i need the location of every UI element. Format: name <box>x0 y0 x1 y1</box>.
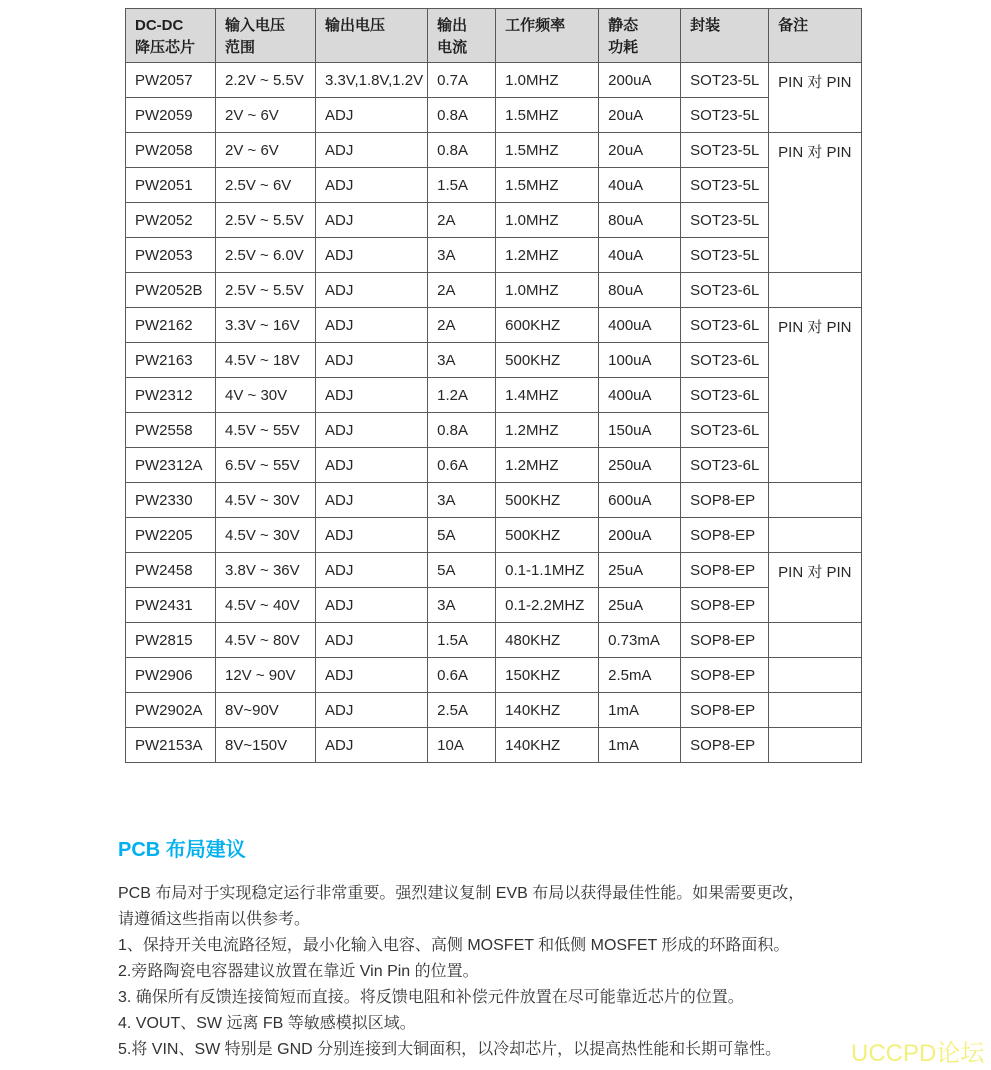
cell-iout: 3A <box>428 483 496 518</box>
table-row <box>126 483 862 518</box>
cell-pkg: SOT23-6L <box>681 343 769 378</box>
cell-iq: 100uA <box>599 343 681 378</box>
table-row <box>126 133 862 168</box>
cell-iout: 10A <box>428 728 496 763</box>
cell-freq: 1.0MHZ <box>496 273 599 308</box>
cell-freq: 1.2MHZ <box>496 413 599 448</box>
table-row <box>126 98 862 133</box>
pcb-list-item: 1、保持开关电流路径短，最小化输入电容、高侧 MOSFET 和低侧 MOSFET 形成的环路面积。 <box>118 937 790 954</box>
cell-pkg: SOT23-6L <box>681 413 769 448</box>
cell-model: PW2052 <box>126 203 216 238</box>
cell-vin: 4.5V ~ 18V <box>216 343 316 378</box>
cell-model: PW2058 <box>126 133 216 168</box>
cell-model: PW2059 <box>126 98 216 133</box>
cell-iout: 0.6A <box>428 448 496 483</box>
cell-model: PW2330 <box>126 483 216 518</box>
table-row <box>126 693 862 728</box>
cell-remark: PIN 对 PIN <box>769 308 862 483</box>
pcb-list-item: 5.将 VIN、SW 特别是 GND 分别连接到大铜面积，以冷却芯片，以提高热性能和长期可靠性。 <box>118 1041 782 1058</box>
cell-freq: 1.5MHZ <box>496 168 599 203</box>
cell-iq: 400uA <box>599 378 681 413</box>
watermark: UCCPD论坛 <box>851 1040 985 1067</box>
cell-vout: ADJ <box>316 378 428 413</box>
cell-vout: ADJ <box>316 658 428 693</box>
cell-remark <box>769 693 862 728</box>
cell-vin: 2.5V ~ 6V <box>216 168 316 203</box>
cell-remark <box>769 518 862 553</box>
cell-iq: 200uA <box>599 63 681 98</box>
cell-iq: 150uA <box>599 413 681 448</box>
cell-vin: 4.5V ~ 55V <box>216 413 316 448</box>
cell-iout: 5A <box>428 518 496 553</box>
header-cell-iq: 静态 功耗 <box>599 9 681 63</box>
cell-freq: 1.4MHZ <box>496 378 599 413</box>
header-cell-iout: 输出 电流 <box>428 9 496 63</box>
cell-freq: 140KHZ <box>496 693 599 728</box>
table-row <box>126 553 862 588</box>
cell-pkg: SOP8-EP <box>681 623 769 658</box>
cell-iq: 25uA <box>599 588 681 623</box>
cell-model: PW2205 <box>126 518 216 553</box>
cell-pkg: SOP8-EP <box>681 588 769 623</box>
cell-iq: 20uA <box>599 98 681 133</box>
cell-remark: PIN 对 PIN <box>769 553 862 623</box>
cell-iout: 2.5A <box>428 693 496 728</box>
cell-vin: 2V ~ 6V <box>216 133 316 168</box>
table-row <box>126 623 862 658</box>
cell-iq: 250uA <box>599 448 681 483</box>
cell-vin: 3.3V ~ 16V <box>216 308 316 343</box>
cell-iout: 0.8A <box>428 133 496 168</box>
cell-freq: 480KHZ <box>496 623 599 658</box>
cell-freq: 1.0MHZ <box>496 63 599 98</box>
cell-model: PW2052B <box>126 273 216 308</box>
cell-iq: 200uA <box>599 518 681 553</box>
cell-vout: ADJ <box>316 343 428 378</box>
table-row <box>126 588 862 623</box>
cell-model: PW2431 <box>126 588 216 623</box>
cell-vin: 6.5V ~ 55V <box>216 448 316 483</box>
cell-vout: ADJ <box>316 518 428 553</box>
cell-vin: 4.5V ~ 30V <box>216 518 316 553</box>
cell-remark <box>769 273 862 308</box>
pcb-intro-line: PCB 布局对于实现稳定运行非常重要。强烈建议复制 EVB 布局以获得最佳性能。如果需要更改， <box>118 885 805 902</box>
cell-iq: 1mA <box>599 693 681 728</box>
header-cell-remark: 备注 <box>769 9 862 63</box>
table-row <box>126 413 862 448</box>
cell-model: PW2312 <box>126 378 216 413</box>
cell-vin: 8V~90V <box>216 693 316 728</box>
cell-model: PW2815 <box>126 623 216 658</box>
cell-iout: 1.5A <box>428 168 496 203</box>
cell-vout: ADJ <box>316 553 428 588</box>
cell-iq: 80uA <box>599 203 681 238</box>
cell-vout: ADJ <box>316 483 428 518</box>
cell-pkg: SOP8-EP <box>681 483 769 518</box>
pcb-list-item: 3. 确保所有反馈连接简短而直接。将反馈电阻和补偿元件放置在尽可能靠近芯片的位置。 <box>118 989 744 1006</box>
pcb-list-item: 4. VOUT、SW 远离 FB 等敏感模拟区域。 <box>118 1015 416 1032</box>
cell-freq: 140KHZ <box>496 728 599 763</box>
cell-vin: 2.5V ~ 5.5V <box>216 273 316 308</box>
cell-vin: 4V ~ 30V <box>216 378 316 413</box>
cell-vin: 12V ~ 90V <box>216 658 316 693</box>
table-row <box>126 378 862 413</box>
chip-table-body <box>126 63 862 763</box>
cell-iout: 3A <box>428 238 496 273</box>
cell-model: PW2162 <box>126 308 216 343</box>
pcb-section-heading: PCB 布局建议 <box>118 839 246 861</box>
cell-vout: ADJ <box>316 168 428 203</box>
cell-pkg: SOP8-EP <box>681 553 769 588</box>
cell-freq: 1.2MHZ <box>496 448 599 483</box>
cell-model: PW2051 <box>126 168 216 203</box>
cell-iq: 20uA <box>599 133 681 168</box>
cell-iq: 80uA <box>599 273 681 308</box>
cell-iq: 0.73mA <box>599 623 681 658</box>
cell-pkg: SOP8-EP <box>681 693 769 728</box>
header-cell-pkg: 封装 <box>681 9 769 63</box>
cell-model: PW2153A <box>126 728 216 763</box>
table-row <box>126 308 862 343</box>
cell-freq: 0.1-1.1MHZ <box>496 553 599 588</box>
cell-vout: ADJ <box>316 588 428 623</box>
cell-freq: 500KHZ <box>496 518 599 553</box>
cell-pkg: SOT23-6L <box>681 273 769 308</box>
cell-iout: 0.8A <box>428 98 496 133</box>
cell-vin: 2.2V ~ 5.5V <box>216 63 316 98</box>
cell-remark <box>769 728 862 763</box>
header-cell-model: DC-DC 降压芯片 <box>126 9 216 63</box>
table-row <box>126 273 862 308</box>
cell-freq: 500KHZ <box>496 483 599 518</box>
cell-vout: ADJ <box>316 203 428 238</box>
cell-vout: ADJ <box>316 98 428 133</box>
cell-iout: 0.7A <box>428 63 496 98</box>
cell-pkg: SOT23-6L <box>681 378 769 413</box>
cell-pkg: SOT23-5L <box>681 63 769 98</box>
cell-vin: 3.8V ~ 36V <box>216 553 316 588</box>
cell-remark: PIN 对 PIN <box>769 63 862 133</box>
chip-table <box>125 8 862 763</box>
cell-iq: 2.5mA <box>599 658 681 693</box>
cell-pkg: SOT23-5L <box>681 133 769 168</box>
cell-model: PW2458 <box>126 553 216 588</box>
cell-freq: 600KHZ <box>496 308 599 343</box>
cell-remark <box>769 623 862 658</box>
cell-iq: 40uA <box>599 168 681 203</box>
table-row <box>126 658 862 693</box>
table-row <box>126 518 862 553</box>
cell-vout: ADJ <box>316 413 428 448</box>
cell-iout: 2A <box>428 273 496 308</box>
cell-iq: 600uA <box>599 483 681 518</box>
cell-iout: 1.2A <box>428 378 496 413</box>
cell-freq: 0.1-2.2MHZ <box>496 588 599 623</box>
cell-vin: 8V~150V <box>216 728 316 763</box>
cell-pkg: SOT23-5L <box>681 98 769 133</box>
pcb-intro-line: 请遵循这些指南以供参考。 <box>118 911 311 928</box>
cell-pkg: SOT23-5L <box>681 203 769 238</box>
cell-pkg: SOP8-EP <box>681 728 769 763</box>
cell-remark <box>769 658 862 693</box>
header-cell-vin: 输入电压 范围 <box>216 9 316 63</box>
cell-vin: 2.5V ~ 5.5V <box>216 203 316 238</box>
cell-iout: 2A <box>428 308 496 343</box>
header-cell-vout: 输出电压 <box>316 9 428 63</box>
cell-model: PW2053 <box>126 238 216 273</box>
cell-freq: 1.0MHZ <box>496 203 599 238</box>
cell-vout: ADJ <box>316 133 428 168</box>
cell-vout: ADJ <box>316 693 428 728</box>
table-row <box>126 343 862 378</box>
cell-model: PW2057 <box>126 63 216 98</box>
cell-freq: 500KHZ <box>496 343 599 378</box>
table-row <box>126 203 862 238</box>
cell-vout: 3.3V,1.8V,1.2V <box>316 63 428 98</box>
cell-pkg: SOT23-5L <box>681 238 769 273</box>
cell-pkg: SOT23-5L <box>681 168 769 203</box>
cell-model: PW2906 <box>126 658 216 693</box>
cell-pkg: SOP8-EP <box>681 658 769 693</box>
cell-vout: ADJ <box>316 308 428 343</box>
cell-pkg: SOT23-6L <box>681 308 769 343</box>
cell-vin: 4.5V ~ 30V <box>216 483 316 518</box>
cell-freq: 150KHZ <box>496 658 599 693</box>
cell-vin: 4.5V ~ 80V <box>216 623 316 658</box>
cell-model: PW2558 <box>126 413 216 448</box>
cell-vin: 2V ~ 6V <box>216 98 316 133</box>
cell-pkg: SOT23-6L <box>681 448 769 483</box>
header-cell-freq: 工作频率 <box>496 9 599 63</box>
cell-model: PW2163 <box>126 343 216 378</box>
cell-iout: 3A <box>428 588 496 623</box>
table-row <box>126 63 862 98</box>
table-row <box>126 238 862 273</box>
cell-pkg: SOP8-EP <box>681 518 769 553</box>
table-row <box>126 168 862 203</box>
cell-iout: 5A <box>428 553 496 588</box>
table-header-row <box>126 9 862 63</box>
cell-vout: ADJ <box>316 623 428 658</box>
cell-freq: 1.2MHZ <box>496 238 599 273</box>
cell-iq: 25uA <box>599 553 681 588</box>
cell-iq: 40uA <box>599 238 681 273</box>
cell-vout: ADJ <box>316 238 428 273</box>
cell-iout: 0.6A <box>428 658 496 693</box>
cell-iout: 1.5A <box>428 623 496 658</box>
cell-vin: 2.5V ~ 6.0V <box>216 238 316 273</box>
cell-remark <box>769 483 862 518</box>
cell-iout: 2A <box>428 203 496 238</box>
pcb-list-item: 2.旁路陶瓷电容器建议放置在靠近 Vin Pin 的位置。 <box>118 963 479 980</box>
cell-iout: 0.8A <box>428 413 496 448</box>
cell-iq: 1mA <box>599 728 681 763</box>
cell-vout: ADJ <box>316 273 428 308</box>
cell-vout: ADJ <box>316 448 428 483</box>
cell-vout: ADJ <box>316 728 428 763</box>
cell-remark: PIN 对 PIN <box>769 133 862 273</box>
cell-model: PW2902A <box>126 693 216 728</box>
cell-iout: 3A <box>428 343 496 378</box>
cell-freq: 1.5MHZ <box>496 98 599 133</box>
table-row <box>126 728 862 763</box>
cell-vin: 4.5V ~ 40V <box>216 588 316 623</box>
table-row <box>126 448 862 483</box>
cell-freq: 1.5MHZ <box>496 133 599 168</box>
cell-model: PW2312A <box>126 448 216 483</box>
pcb-section-body <box>118 881 908 1063</box>
cell-iq: 400uA <box>599 308 681 343</box>
